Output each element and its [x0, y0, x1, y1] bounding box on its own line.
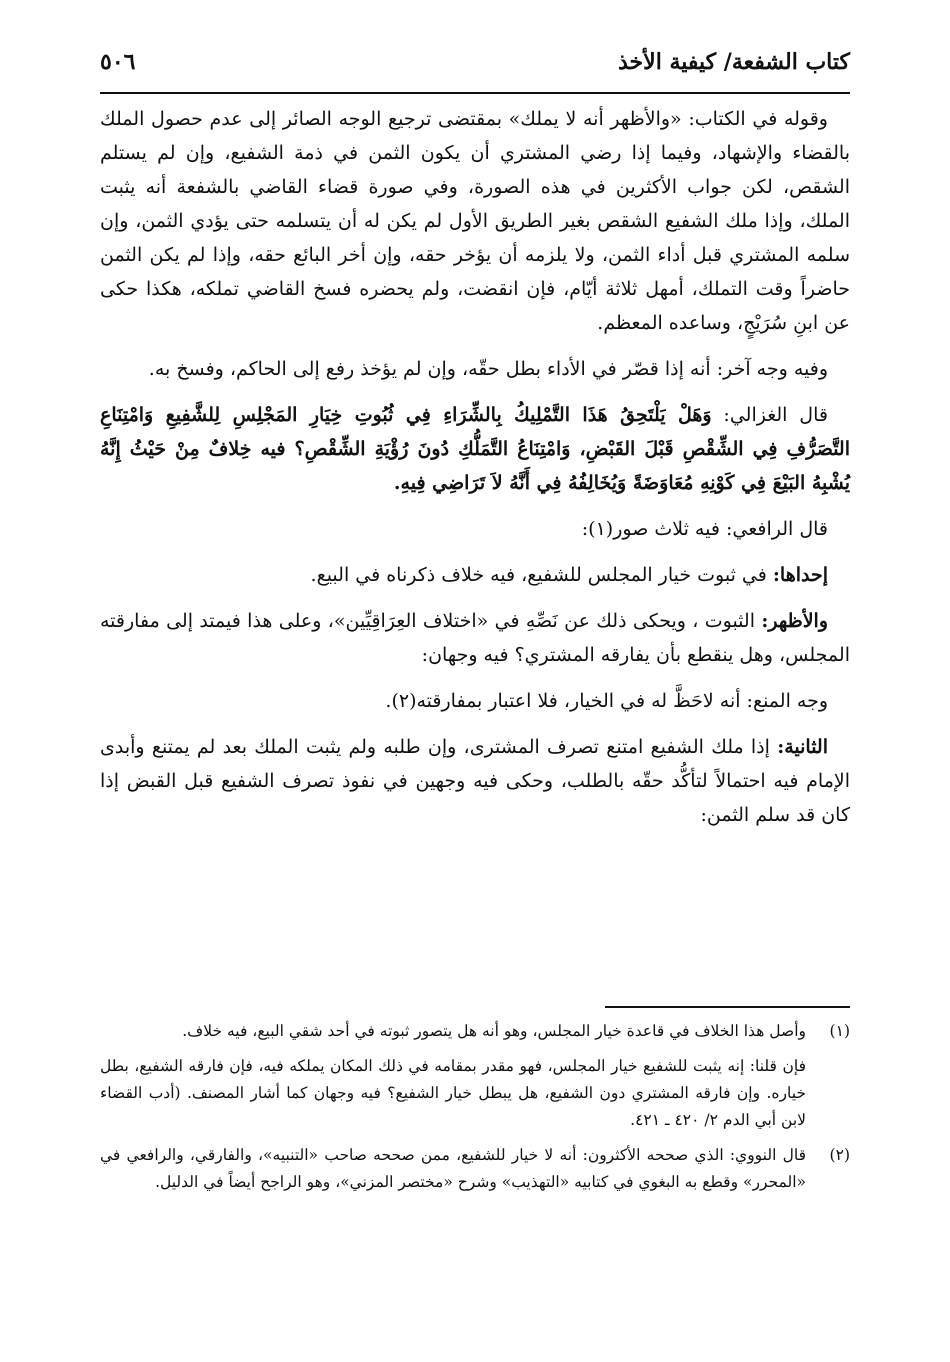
header-divider: [100, 92, 850, 94]
case-one: [100, 558, 850, 592]
page-number: ٥٠٦: [100, 49, 136, 75]
prohibition-view: وجه المنع: أنه لاحَظَّ له في الخيار، فلا اعتبار بمفارقته(٢).: [385, 690, 828, 712]
footnote-1-text: وأصل هذا الخلاف في قاعدة خيار المجلس، وهو أنه هل يتصور ثبوته في أحد شقي البيع، فيه خلاف.: [182, 1022, 806, 1040]
footnote-2-number: (٢): [829, 1146, 850, 1164]
paragraph-1: وقوله في الكتاب: «والأظهر أنه لا يملك» بمقتضى ترجيع الوجه الصائر إلى عدم حصول الملك بالقضاء والإشهاد، وفيما إذا رضي المشتري أن يكون الثمن في ذمة الشفيع، وإن لم يستلم الشقص، لكن جواب الأكثرين في هذه الصورة، وفي صورة قضاء القاضي بالشفعة أنه يثبت الملك، وإذا ملك الشفيع الشقص بغير الطريق الأول لم يكن له أن يتسلمه حتى يؤدي الثمن، وإن سلمه المشتري قبل أداء الثمن، ولا يلزمه أن يؤخر حقه، وإن أخر البائع حقه، وإذا لم يكن الثمن حاضراً وقت التملك، أمهل ثلاثة أيّام، فإن انقضت، ولم يحضره فسخ القاضي تملكه، هكذا حكى عن ابنِ سُرَيْجٍ، وساعده المعظم.: [100, 108, 850, 334]
case-one-text: في ثبوت خيار المجلس للشفيع، فيه خلاف ذكرناه في البيع.: [310, 564, 767, 586]
page-header: [100, 44, 850, 80]
running-title: كتاب الشفعة/ كيفية الأخذ: [618, 49, 850, 75]
main-text: [100, 102, 850, 844]
ghazali-quote: [100, 398, 850, 500]
footnotes: [100, 1018, 850, 1204]
most-apparent-label: والأظهر:: [761, 610, 828, 632]
ghazali-label: قال الغزالي:: [723, 404, 828, 426]
rafii-intro: قال الرافعي: فيه ثلاث صور(١):: [581, 518, 828, 540]
case-one-label: إحداها:: [772, 564, 828, 586]
ghazali-text: وَهَلْ يَلْتَحِقُ هَذَا التَّمْلِيكُ بِالشِّرَاءِ فِي ثُبُوتِ خِيَارِ المَجْلِسِ لِلشَّفِيعِ وَامْتِنَاعِ التَّصَرُّفِ فِي الشِّقْصِ قَبْلَ القَبْضِ، وَامْتِنَاعُ التَّمَلُّكِ دُونَ رُؤْيَةِ الشِّقْصِ؟ فيه خِلافٌ مِنْ حَيْثُ إِنَّهُ يُشْبِهُ البَيْعَ فِي كَوْنِهِ مُعَاوَضَةً وَيُخَالِفُهُ فِي أَنَّهُ لاَ تَرَاضِي فِيهِ.: [100, 404, 850, 494]
footnote-2: [100, 1142, 850, 1196]
case-two-text: إذا ملك الشفيع امتنع تصرف المشترى، وإن طلبه ولم يثبت الملك بعد لم يمتنع وأبدى الإمام فيه احتمالاً لتأكُّد حقّه بالطلب، وحكى فيه وجهين في نفوذ تصرف الشفيع قبل القبض إذا كان قد سلم الثمن:: [100, 736, 850, 826]
case-two: [100, 730, 850, 832]
footnote-1-continuation: فإن قلنا: إنه يثبت للشفيع خيار المجلس، فهو مقدر بمقامه في ذلك المكان يملكه فيه، فإن فارقه الشفيع، بطل خياره. وإن فارقه المشتري دون الشفيع، هل يبطل خيار الشفيع؟ فيه وجهان كما أشار المصنف. (أدب القضاء لابن أبي الدم ٢/ ٤٢٠ ـ ٤٢١.: [100, 1057, 806, 1129]
most-apparent: [100, 604, 850, 672]
case-two-label: الثانية:: [777, 736, 828, 758]
paragraph-2: وفيه وجه آخر: أنه إذا قصّر في الأداء بطل حقّه، وإن لم يؤخذ رفع إلى الحاكم، وفسخ به.: [148, 358, 828, 380]
footnote-2-text: قال النووي: الذي صححه الأكثرون: أنه لا خيار للشفيع، ممن صححه صاحب «التنبيه»، والفارقي، والرافعي في «المحرر» وقطع به البغوي في كتابيه «التهذيب» وشرح «مختصر المزني»، وهو الراجح أيضاً في الدليل.: [100, 1146, 806, 1191]
most-apparent-text: الثبوت ، ويحكى ذلك عن نَصِّهِ في «اختلاف العِرَاقِيِّين»، وعلى هذا فيمتد إلى مفارقته المجلس، وهل ينقطع بأن يفارقه المشتري؟ فيه وجهان:: [100, 610, 850, 666]
footnote-1-number: (١): [829, 1022, 850, 1040]
footnote-divider: [605, 1006, 850, 1008]
footnote-1: [100, 1018, 850, 1045]
